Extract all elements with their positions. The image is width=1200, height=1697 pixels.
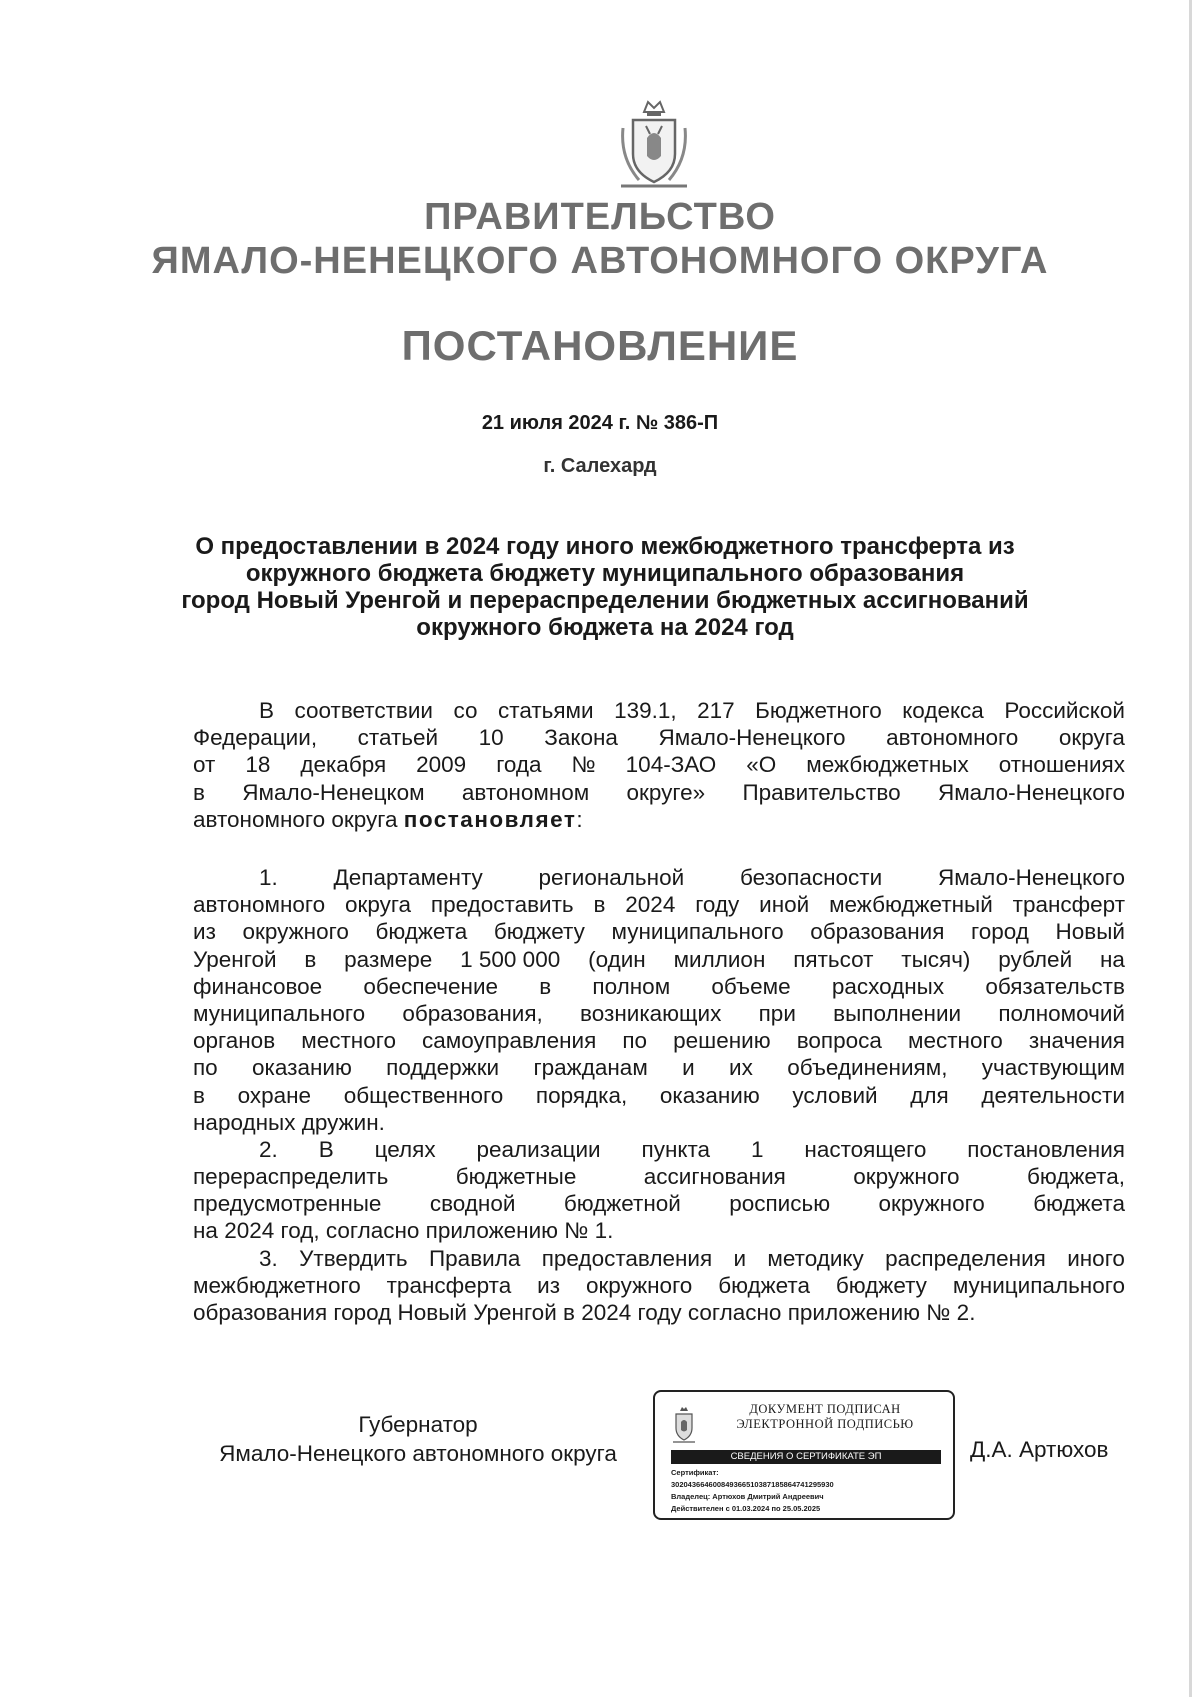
word: от <box>193 752 216 778</box>
word: бюджету <box>493 919 585 945</box>
word: бюджета <box>1033 1191 1125 1217</box>
word: предоставления <box>541 1245 713 1271</box>
word: оказанию <box>252 1055 352 1081</box>
word: рублей <box>998 946 1073 972</box>
word: бюджетные <box>455 1164 577 1190</box>
word: перераспределить <box>193 1164 389 1190</box>
word: бюджета <box>718 1272 810 1298</box>
subject-line: окружного бюджета бюджету муниципального образования <box>245 560 965 587</box>
word: округа <box>344 892 412 918</box>
word: оказанию <box>659 1082 760 1108</box>
word: Федерации, <box>193 725 318 751</box>
word: образования, <box>402 1000 543 1026</box>
word: 18 <box>245 752 271 778</box>
word: выполнении <box>833 1000 962 1026</box>
word: иной <box>759 892 810 918</box>
word: муниципального <box>611 919 784 945</box>
preamble-line <box>193 806 1125 833</box>
word: значения <box>1028 1028 1125 1054</box>
document-type-title: ПОСТАНОВЛЕНИЕ <box>401 322 799 369</box>
word: сводной <box>429 1191 516 1217</box>
word: полном <box>592 973 671 999</box>
word: охране <box>237 1082 312 1108</box>
word: бюджету <box>835 1272 927 1298</box>
word: органов <box>193 1028 276 1054</box>
word: деятельности <box>981 1082 1125 1108</box>
word: межбюджетный <box>829 892 993 918</box>
word: предусмотренные <box>193 1191 382 1217</box>
word: реализации <box>476 1136 601 1162</box>
word: финансовое <box>193 973 323 999</box>
word: Бюджетного <box>755 698 882 723</box>
word: их <box>729 1055 753 1081</box>
word: межбюджетных <box>806 752 969 778</box>
word: 2009 <box>416 752 467 778</box>
signer-name: Д.А. Артюхов <box>970 1437 1109 1462</box>
word: безопасности <box>739 865 883 890</box>
word: в <box>304 946 317 972</box>
item-line <box>193 891 1125 918</box>
item-line <box>193 1082 1125 1109</box>
resolution-items <box>193 864 1125 1326</box>
word: бюджета, <box>1026 1164 1125 1190</box>
position-title: Губернатор <box>358 1412 478 1437</box>
document-subject <box>170 533 1040 641</box>
word: межбюджетного <box>193 1272 361 1298</box>
word: автономного <box>886 725 1019 751</box>
certificate-details <box>671 1467 943 1515</box>
stamp-emblem-icon <box>671 1406 697 1444</box>
subject-line: окружного бюджета на 2024 год <box>416 614 794 641</box>
word: местного <box>301 1028 396 1054</box>
city: г. Салехард <box>543 455 657 477</box>
date-and-number: 21 июля 2024 г. № 386-П <box>481 412 719 434</box>
word: бюджетной <box>563 1191 681 1217</box>
word: образования <box>810 919 945 945</box>
word: 2024 <box>625 892 676 918</box>
item-line <box>193 1272 1125 1299</box>
preamble-colon: : <box>576 806 583 832</box>
word: В <box>318 1136 334 1162</box>
word: возникающих <box>580 1000 722 1026</box>
word: по <box>193 1055 218 1081</box>
certificate-number: 302043664600849366510387185864741295930 <box>671 1480 834 1489</box>
word: условий <box>792 1082 878 1108</box>
item-line <box>193 1245 1125 1272</box>
item-line <box>193 1027 1125 1054</box>
word: распределения <box>885 1245 1046 1271</box>
stamp-title-line: ДОКУМЕНТ ПОДПИСАН <box>749 1402 901 1416</box>
word: иного <box>1067 1245 1125 1271</box>
word: 1 <box>750 1136 764 1162</box>
certificate-label: Сертификат: <box>671 1468 719 1477</box>
item-line <box>193 1054 1125 1081</box>
stamp-title-line: ЭЛЕКТРОННОЙ ПОДПИСЬЮ <box>736 1417 914 1431</box>
word: округе» <box>626 779 706 805</box>
word: объединениям, <box>787 1055 948 1081</box>
word: росписью <box>729 1191 831 1217</box>
word: Ямало-Ненецкого <box>658 725 846 751</box>
word: Закона <box>544 725 618 751</box>
certificate-owner: Владелец: Артюхов Дмитрий Андреевич <box>671 1492 824 1501</box>
preamble-line <box>193 697 1125 724</box>
word: 139.1, <box>614 698 677 723</box>
word: расходных <box>831 973 945 999</box>
word: тысяч) <box>901 946 971 972</box>
signatory-position <box>193 1410 643 1468</box>
word: 3. <box>259 1245 278 1271</box>
word: году <box>695 892 740 918</box>
word: 1. <box>259 865 278 890</box>
word: при <box>758 1000 796 1026</box>
word: в <box>593 892 606 918</box>
word: размере <box>344 946 433 972</box>
word: миллион <box>673 946 766 972</box>
item-line <box>193 1136 1125 1163</box>
word: город <box>971 919 1029 945</box>
preamble-paragraph <box>193 697 1125 833</box>
word: обеспечение <box>363 973 499 999</box>
word: объеме <box>711 973 791 999</box>
word: местного <box>908 1028 1003 1054</box>
word: целях <box>374 1136 436 1162</box>
word: из <box>537 1272 561 1298</box>
word: 2. <box>259 1136 278 1162</box>
word: в <box>193 1082 205 1108</box>
word: (один <box>588 946 646 972</box>
word: настоящего <box>804 1136 927 1162</box>
word: решению <box>673 1028 771 1054</box>
word: Российской <box>1004 698 1125 723</box>
item-line <box>193 1000 1125 1027</box>
word: В <box>259 698 275 723</box>
resolves-keyword: постановляет <box>403 806 577 832</box>
word: декабря <box>300 752 387 778</box>
electronic-signature-stamp <box>653 1390 955 1520</box>
subject-line: О предоставлении в 2024 году иного межбюджетного трансферта из <box>195 533 1015 560</box>
word: округа <box>1058 725 1125 751</box>
word: трансферта <box>386 1272 512 1298</box>
word: Правила <box>429 1245 521 1271</box>
word: «О <box>746 752 777 778</box>
word: бюджета <box>375 919 468 945</box>
word: гражданам <box>533 1055 648 1081</box>
word: Ямало-Ненецкого <box>937 865 1125 890</box>
word: на <box>1099 946 1125 972</box>
word: пункта <box>641 1136 711 1162</box>
word: муниципального <box>193 1000 366 1026</box>
word: порядка, <box>535 1082 628 1108</box>
word: региональной <box>538 865 685 890</box>
word: окружного <box>585 1272 693 1298</box>
preamble-line <box>193 751 1125 778</box>
word: статьей <box>357 725 439 751</box>
word: со <box>453 698 478 723</box>
item-line: народных дружин. <box>193 1109 385 1135</box>
word: из <box>193 919 216 945</box>
word: участвующим <box>981 1055 1125 1081</box>
word: автономного <box>193 892 326 918</box>
word: Департаменту <box>333 865 483 890</box>
preamble-line <box>193 779 1125 806</box>
word: и <box>733 1245 747 1271</box>
word: общественного <box>343 1082 504 1108</box>
item-line <box>193 973 1125 1000</box>
word: в <box>539 973 552 999</box>
word: 217 <box>697 698 735 723</box>
word: Правительство <box>742 779 901 805</box>
item-line <box>193 864 1125 891</box>
word: пятьсот <box>793 946 874 972</box>
subject-line: город Новый Уренгой и перераспределении бюджетных ассигнований <box>181 587 1029 614</box>
word: и <box>682 1055 695 1081</box>
org-name-line2: ЯМАЛО-НЕНЕЦКОГО АВТОНОМНОГО ОКРУГА <box>151 240 1049 282</box>
word: полномочий <box>998 1000 1125 1026</box>
word: Ямало-Ненецком <box>242 779 425 805</box>
word: 104-ЗАО <box>625 752 717 778</box>
word: Утвердить <box>299 1245 408 1271</box>
word: автономном <box>461 779 590 805</box>
word: по <box>622 1028 648 1054</box>
preamble-text: автономного округа <box>193 806 398 832</box>
word: 1 500 000 <box>460 946 561 972</box>
word: предоставить <box>430 892 574 918</box>
word: окружного <box>242 919 349 945</box>
item-line <box>193 1163 1125 1190</box>
word: окружного <box>853 1164 960 1190</box>
word: статьями <box>498 698 594 723</box>
stamp-title <box>705 1402 945 1432</box>
word: трансферт <box>1012 892 1125 918</box>
word: окружного <box>878 1191 985 1217</box>
coat-of-arms-emblem <box>617 98 691 190</box>
word: поддержки <box>386 1055 500 1081</box>
word: вопроса <box>796 1028 882 1054</box>
word: кодекса <box>902 698 984 723</box>
word: ассигнования <box>643 1164 786 1190</box>
word: 10 <box>478 725 504 751</box>
word: муниципального <box>952 1272 1125 1298</box>
word: № <box>571 752 596 778</box>
item-line <box>193 946 1125 973</box>
word: отношениях <box>998 752 1125 778</box>
word: года <box>496 752 542 778</box>
preamble-line <box>193 724 1125 751</box>
word: методику <box>767 1245 864 1271</box>
word: обязательств <box>985 973 1125 999</box>
certificate-validity: Действителен с 01.03.2024 по 25.05.2025 <box>671 1504 821 1513</box>
word: самоуправления <box>422 1028 597 1054</box>
org-name-line1: ПРАВИТЕЛЬСТВО <box>424 196 776 238</box>
word: Уренгой <box>193 946 277 972</box>
certificate-info-bar: СВЕДЕНИЯ О СЕРТИФИКАТЕ ЭП <box>671 1450 941 1464</box>
word: в <box>193 779 205 805</box>
item-line <box>193 918 1125 945</box>
item-line <box>193 1190 1125 1217</box>
word: Ямало-Ненецкого <box>937 779 1125 805</box>
word: соответствии <box>294 698 434 723</box>
item-line: на 2024 год, согласно приложению № 1. <box>193 1218 614 1244</box>
word: Новый <box>1055 919 1125 945</box>
item-line: образования город Новый Уренгой в 2024 году согласно приложению № 2. <box>193 1300 976 1325</box>
word: для <box>910 1082 949 1108</box>
position-region: Ямало-Ненецкого автономного округа <box>219 1441 617 1466</box>
word: постановления <box>967 1136 1125 1162</box>
